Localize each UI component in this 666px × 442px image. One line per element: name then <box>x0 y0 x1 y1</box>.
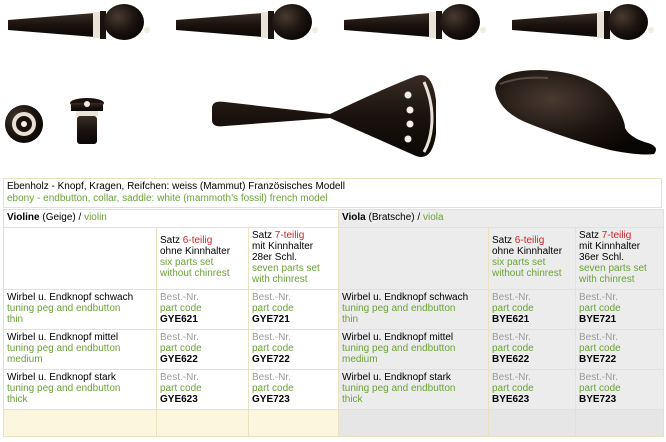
material-description <box>3 178 662 208</box>
footer-cell <box>249 410 339 437</box>
part-code-cell: Best.-Nr. part code GYE721 <box>249 290 339 330</box>
viola-item-label: Wirbel u. Endknopf schwach tuning peg and endbutton thin <box>339 290 489 330</box>
endbutton-front-view <box>5 105 43 143</box>
viola-set7-header: Satz 7-teilig mit Kinnhalter 36er Schl. seven parts set with chinrest <box>576 228 664 290</box>
violin-set6-header: Satz 6-teilig ohne Kinnhalter six parts set without chinrest <box>157 228 249 290</box>
tuning-peg-4 <box>512 4 654 40</box>
violin-set7-header: Satz 7-teilig mit Kinnhalter 28er Schl. seven parts set with chinrest <box>249 228 339 290</box>
endbutton-side-view <box>70 98 104 144</box>
chinrest <box>495 70 656 155</box>
section-header-viola: Viola (Bratsche) / viola <box>339 210 664 228</box>
tuning-peg-1 <box>8 4 150 40</box>
violin-item-label: Wirbel u. Endknopf stark tuning peg and endbutton thick <box>4 370 157 410</box>
product-photos <box>0 0 666 175</box>
part-code-cell: Best.-Nr. part code BYE722 <box>576 330 664 370</box>
empty-header-cell <box>4 228 157 290</box>
violin-item-label: Wirbel u. Endknopf mittel tuning peg and endbutton medium <box>4 330 157 370</box>
part-code-cell: Best.-Nr. part code GYE723 <box>249 370 339 410</box>
product-table <box>3 209 664 437</box>
table-row <box>4 290 664 330</box>
table-row <box>4 370 664 410</box>
part-code-cell: Best.-Nr. part code GYE621 <box>157 290 249 330</box>
footer-cell <box>576 410 664 437</box>
part-code-cell: Best.-Nr. part code BYE623 <box>489 370 576 410</box>
description-de: Ebenholz - Knopf, Kragen, Reifchen: weiss (Mammut) Französisches Modell <box>7 181 345 192</box>
tuning-peg-3 <box>344 4 486 40</box>
description-en: ebony - endbutton, collar, saddle: white (mammoth’s fossil) french model <box>7 193 328 204</box>
footer-cell <box>4 410 157 437</box>
table-row <box>4 330 664 370</box>
part-code-cell: Best.-Nr. part code BYE622 <box>489 330 576 370</box>
part-code-cell: Best.-Nr. part code BYE723 <box>576 370 664 410</box>
part-code-cell: Best.-Nr. part code GYE622 <box>157 330 249 370</box>
violin-item-label: Wirbel u. Endknopf schwach tuning peg and endbutton thin <box>4 290 157 330</box>
tuning-peg-2 <box>176 4 318 40</box>
footer-cell <box>339 410 489 437</box>
section-header-violin: Violine (Geige) / violin <box>4 210 339 228</box>
part-code-cell: Best.-Nr. part code BYE621 <box>489 290 576 330</box>
part-code-cell: Best.-Nr. part code GYE623 <box>157 370 249 410</box>
empty-header-cell-viola <box>339 228 489 290</box>
footer-cell <box>489 410 576 437</box>
footer-cell <box>157 410 249 437</box>
part-code-cell: Best.-Nr. part code GYE722 <box>249 330 339 370</box>
viola-item-label: Wirbel u. Endknopf mittel tuning peg and endbutton medium <box>339 330 489 370</box>
part-code-cell: Best.-Nr. part code BYE721 <box>576 290 664 330</box>
table-footer-row <box>4 410 664 437</box>
tailpiece <box>212 75 436 157</box>
viola-item-label: Wirbel u. Endknopf stark tuning peg and endbutton thick <box>339 370 489 410</box>
viola-set6-header: Satz 6-teilig ohne Kinnhalter six parts set without chinrest <box>489 228 576 290</box>
